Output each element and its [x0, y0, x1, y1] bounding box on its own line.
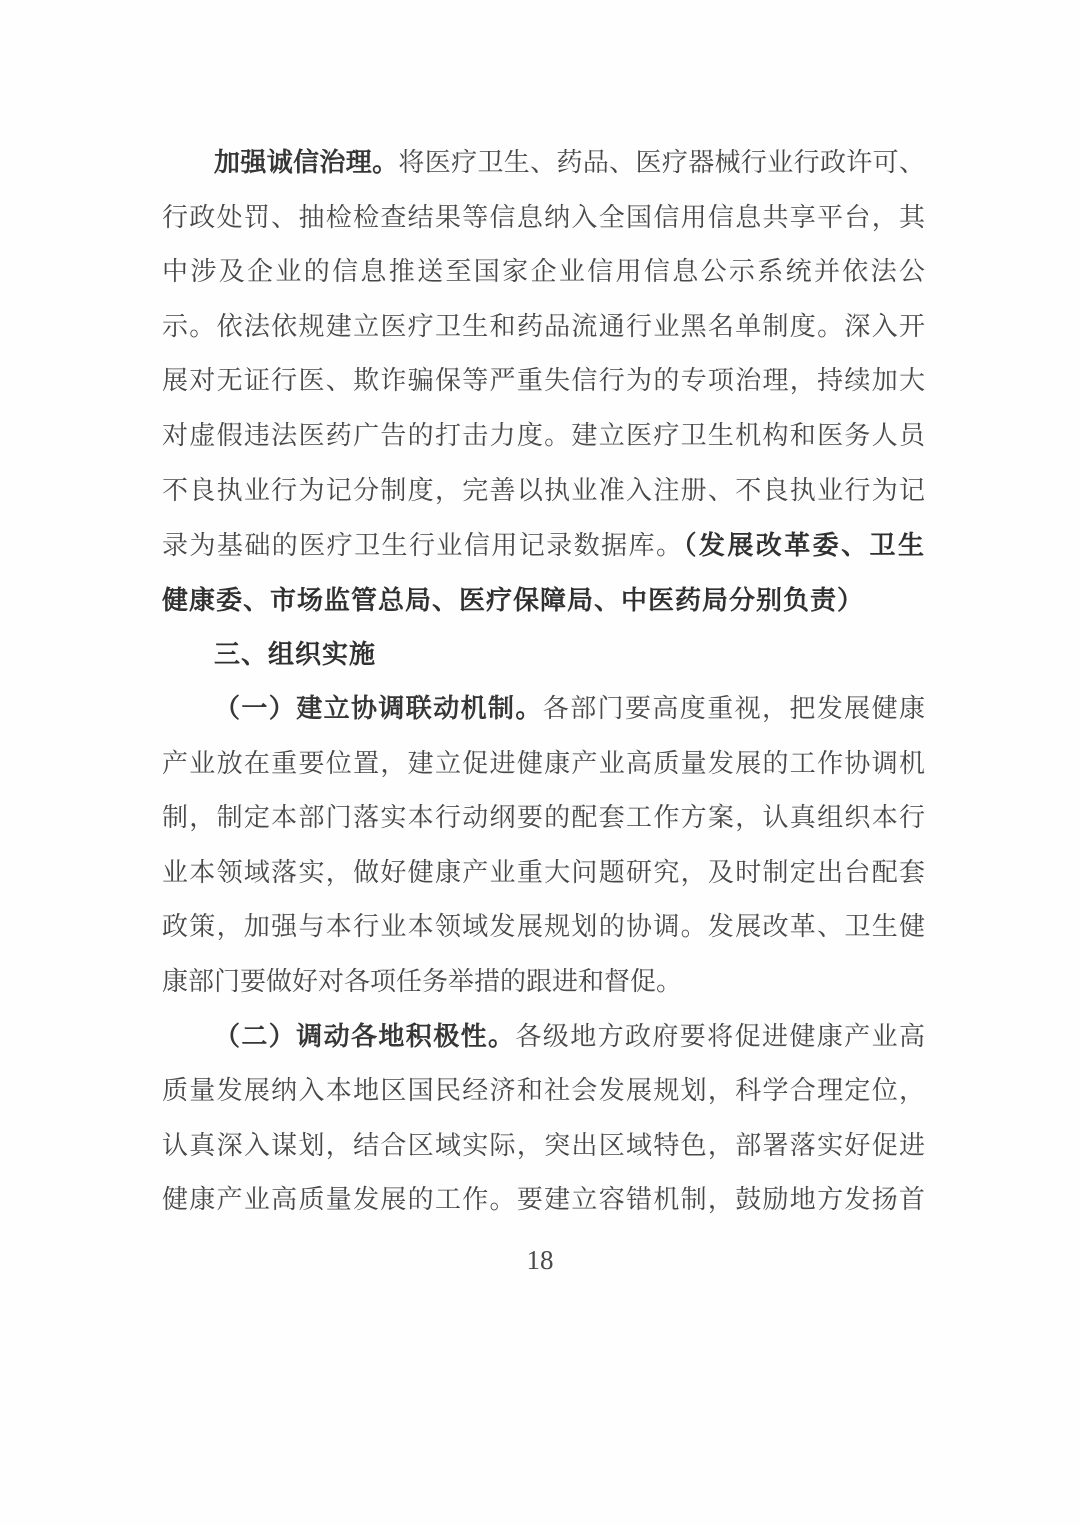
text-line: [162, 245, 925, 300]
body-text: 产业放在重要位置，建立促进健康产业高质量发展的工作协调机: [162, 748, 925, 778]
text-line: [162, 409, 925, 464]
body-text: 认真深入谋划，结合区域实际，突出区域特色，部署落实好促进: [162, 1130, 925, 1160]
body-text: 示。依法依规建立医疗卫生和药品流通行业黑名单制度。深入开: [162, 311, 925, 341]
text-line: [162, 846, 925, 901]
body-text: 质量发展纳入本地区国民经济和社会发展规划，科学合理定位，: [162, 1076, 925, 1106]
emphasis-text: （二）调动各地积极性。: [214, 1021, 516, 1051]
body-text: 业本领域落实，做好健康产业重大问题研究，及时制定出台配套: [162, 857, 925, 887]
body-text: 将医疗卫生、药品、医疗器械行业行政许可、: [398, 148, 925, 177]
body-text: 中涉及企业的信息推送至国家企业信用信息公示系统并依法公: [162, 257, 925, 287]
body-text: 各级地方政府要将促进健康产业高: [515, 1021, 925, 1051]
department-annotation-text: 三、组织实施: [214, 639, 377, 670]
text-line: [162, 573, 925, 628]
body-text: 政策，加强与本行业本领域发展规划的协调。发展改革、卫生健: [162, 912, 925, 942]
body-text: 展对无证行医、欺诈骗保等严重失信行为的专项治理，持续加大: [162, 366, 925, 396]
page-number: 18: [526, 1245, 554, 1275]
text-line: [162, 464, 925, 519]
text-line: [162, 136, 925, 191]
body-text: 各部门要高度重视，把发展健康: [542, 693, 925, 723]
body-text: 健康产业高质量发展的工作。要建立容错机制，鼓励地方发扬首: [162, 1185, 925, 1215]
department-annotation-text: 健康委、市场监管总局、医疗保障局、中医药局分别负责）: [162, 584, 865, 615]
emphasis-text: 加强诚信治理。: [214, 148, 399, 177]
text-line: [162, 354, 925, 409]
text-line: [162, 682, 925, 737]
emphasis-text: （一）建立协调联动机制。: [214, 693, 543, 723]
document-body: [162, 136, 925, 1228]
text-line: [162, 900, 925, 955]
body-text: 行政处罚、抽检检查结果等信息纳入全国信用信息共享平台，其: [162, 202, 925, 232]
text-line: [162, 1119, 925, 1174]
text-line: [162, 791, 925, 846]
text-line: [162, 518, 925, 573]
text-line: [162, 300, 925, 355]
body-text: 不良执业行为记分制度，完善以执业准入注册、不良执业行为记: [162, 475, 925, 505]
body-text: 对虚假违法医药广告的打击力度。建立医疗卫生机构和医务人员: [162, 420, 925, 450]
section-heading: [162, 627, 925, 682]
department-annotation-text: （发展改革委、卫生: [683, 530, 925, 561]
text-line: [162, 1010, 925, 1065]
text-line: [162, 191, 925, 246]
body-text: 制，制定本部门落实本行动纲要的配套工作方案，认真组织本行: [162, 803, 925, 833]
text-line: [162, 955, 925, 1010]
text-line: [162, 737, 925, 792]
body-text: 录为基础的医疗卫生行业信用记录数据库。: [162, 531, 684, 561]
text-line: [162, 1173, 925, 1228]
body-text: 康部门要做好对各项任务举措的跟进和督促。: [162, 966, 683, 996]
text-line: [162, 1064, 925, 1119]
